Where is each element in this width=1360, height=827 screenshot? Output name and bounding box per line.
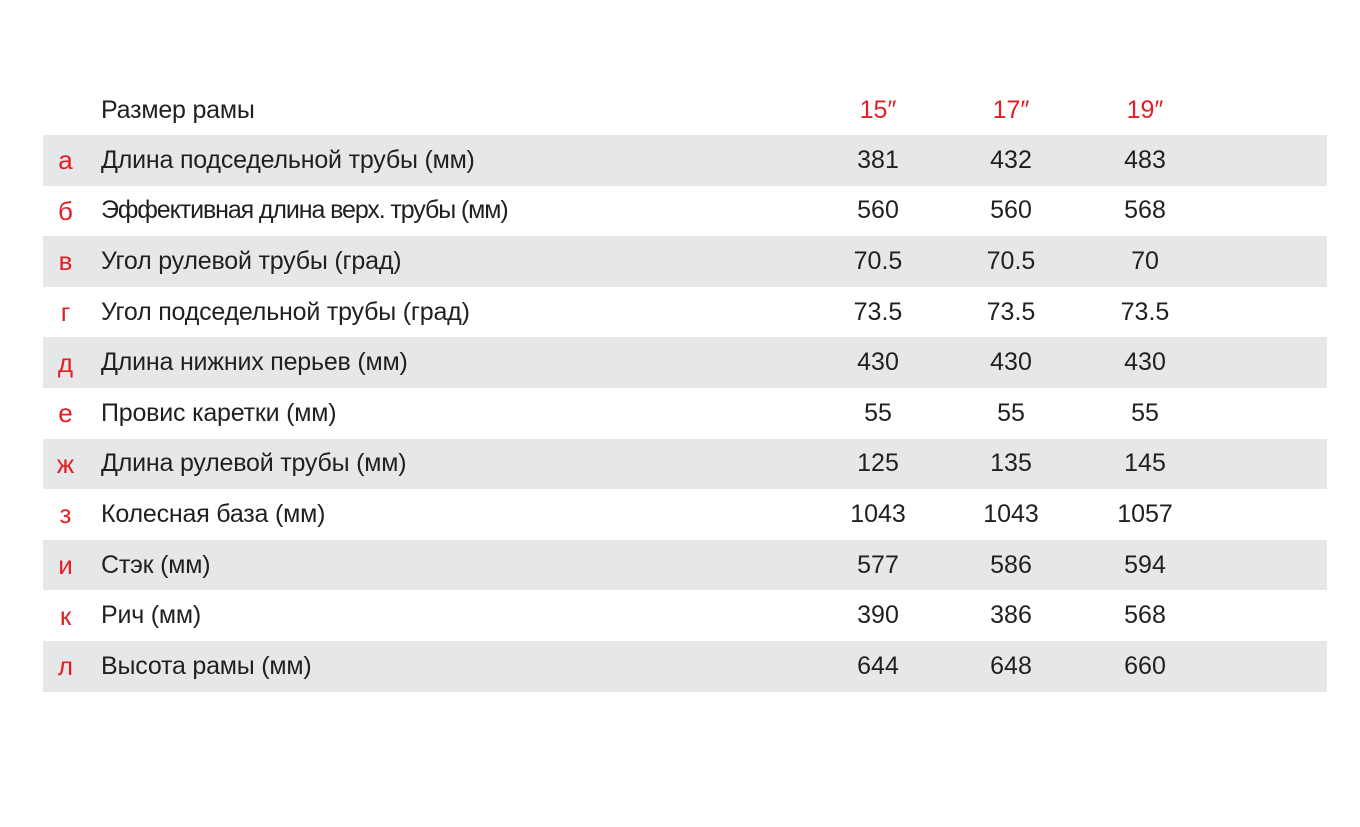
row-letter: к	[59, 600, 72, 631]
table-row	[43, 540, 1327, 591]
row-letter: a	[58, 145, 73, 176]
row-label: Угол подседельной трубы (град)	[101, 297, 470, 326]
row-label: Длина рулевой трубы (мм)	[101, 449, 407, 478]
row-label: Рич (мм)	[101, 601, 202, 630]
value-19: 430	[1124, 348, 1166, 377]
table-row	[43, 236, 1327, 287]
value-17: 135	[990, 449, 1032, 478]
frame-size-heading: Размер рамы	[101, 95, 255, 124]
value-17: 73.5	[986, 297, 1036, 326]
value-15: 1043	[850, 499, 906, 528]
row-label: Угол рулевой трубы (град)	[101, 246, 402, 275]
value-15: 390	[857, 601, 899, 630]
value-17: 386	[990, 601, 1032, 630]
row-letter: б	[58, 195, 73, 226]
row-letter: в	[58, 246, 73, 277]
row-letter: ж	[56, 448, 75, 479]
row-label: Длина подседельной трубы (мм)	[101, 145, 475, 174]
row-label: Провис каретки (мм)	[101, 398, 337, 427]
value-19: 70	[1131, 246, 1159, 275]
value-15: 577	[857, 550, 899, 579]
row-letter: г	[60, 297, 71, 328]
value-17: 70.5	[986, 246, 1036, 275]
frame-geometry-table	[43, 85, 1327, 692]
value-15: 644	[857, 651, 899, 680]
row-letter: з	[59, 499, 72, 530]
value-19: 55	[1131, 398, 1159, 427]
value-19: 594	[1124, 550, 1166, 579]
table-row	[43, 590, 1327, 641]
row-label: Колесная база (мм)	[101, 499, 326, 528]
value-19: 568	[1124, 601, 1166, 630]
row-letter: д	[57, 347, 74, 378]
value-19: 483	[1124, 145, 1166, 174]
row-letter: л	[57, 651, 74, 682]
value-17: 1043	[983, 499, 1039, 528]
value-15: 430	[857, 348, 899, 377]
value-19: 568	[1124, 196, 1166, 225]
row-letter: и	[58, 550, 73, 581]
row-label: Эффективная длина верх. трубы (мм)	[101, 196, 508, 225]
value-17: 55	[997, 398, 1025, 427]
value-17: 432	[990, 145, 1032, 174]
value-15: 55	[864, 398, 892, 427]
table-row	[43, 641, 1327, 692]
table-header-row	[43, 85, 1327, 135]
value-15: 560	[857, 196, 899, 225]
size-column-15: 15″	[859, 95, 897, 124]
table-row	[43, 439, 1327, 490]
value-15: 125	[857, 449, 899, 478]
value-19: 73.5	[1120, 297, 1170, 326]
size-column-17: 17″	[992, 95, 1030, 124]
value-15: 73.5	[853, 297, 903, 326]
table-row	[43, 337, 1327, 388]
value-17: 648	[990, 651, 1032, 680]
row-letter: е	[58, 398, 73, 429]
size-column-19: 19″	[1126, 95, 1164, 124]
table-row	[43, 135, 1327, 186]
row-label: Стэк (мм)	[101, 550, 211, 579]
table-row	[43, 388, 1327, 439]
table-row	[43, 186, 1327, 237]
value-19: 660	[1124, 651, 1166, 680]
value-15: 381	[857, 145, 899, 174]
value-15: 70.5	[853, 246, 903, 275]
value-17: 586	[990, 550, 1032, 579]
value-17: 430	[990, 348, 1032, 377]
value-19: 145	[1124, 449, 1166, 478]
table-row	[43, 287, 1327, 338]
table-row	[43, 489, 1327, 540]
value-17: 560	[990, 196, 1032, 225]
value-19: 1057	[1117, 499, 1173, 528]
row-label: Длина нижних перьев (мм)	[101, 348, 408, 377]
row-label: Высота рамы (мм)	[101, 651, 312, 680]
